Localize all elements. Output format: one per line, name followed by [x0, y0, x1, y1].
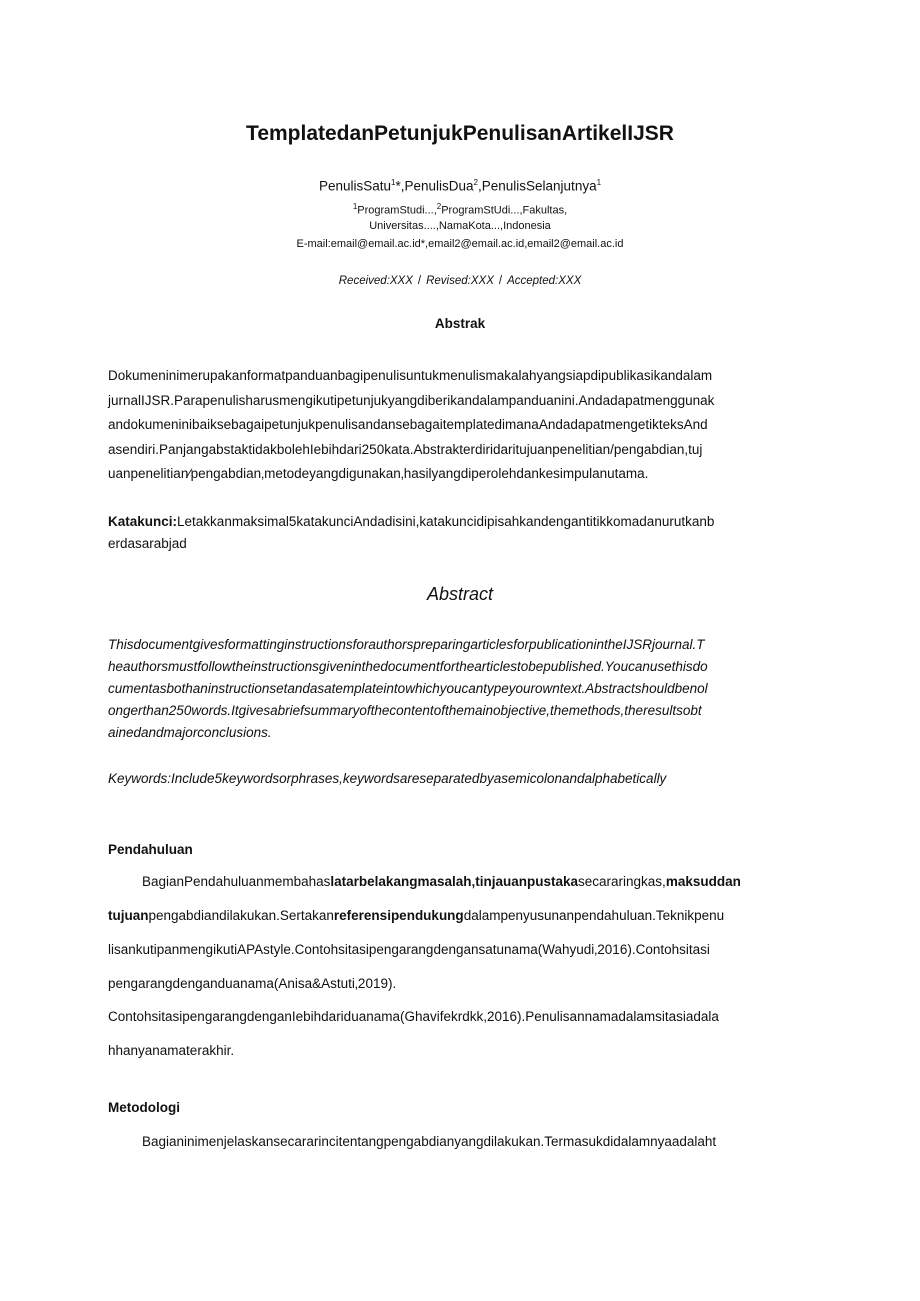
- abstrak-body: [108, 368, 818, 488]
- katakunci-line: erdasarabjad: [108, 536, 187, 551]
- abstract-keywords: Keywords:Include5keywordsorphrases,keywordsareseparatedbyasemicolonandalphabetically: [108, 771, 667, 786]
- author-separator: ,: [477, 178, 482, 194]
- pendahuluan-line: pengarangdenganduanama(Anisa&Astuti‚2019).: [108, 976, 397, 991]
- corresponding-mark: *: [395, 178, 401, 194]
- revised-date: Revised:XXX: [426, 275, 494, 287]
- affiliation-line-1: [0, 202, 920, 217]
- abstract-heading: Abstract: [426, 584, 494, 604]
- katakunci-line: [108, 514, 714, 529]
- date-separator: /: [417, 275, 422, 287]
- affil-program-2: ProgramStUdi...,Fakultas,: [441, 204, 568, 217]
- abstrak-line: uanpenelitian∕pengabdian‚metodeyangdigunakan‚hasilyangdiperolehdankesimpulanutama.: [108, 466, 649, 481]
- pendahuluan-text: dalampenyusunanpendahuluan.Teknikpenu: [463, 908, 725, 923]
- pendahuluan-line: hhanyanamaterakhir.: [108, 1043, 235, 1058]
- pendahuluan-text: secararingkas,: [578, 874, 666, 889]
- pendahuluan-bold-text: tujuan: [108, 908, 149, 923]
- abstract-line: ThisdocumentgivesformattinginstructionsforauthorspreparingarticlesforpublicationintheIJSRjournal.T: [108, 637, 705, 652]
- pendahuluan-bold-text: latarbelakangmasalah‚tinjauanpustaka: [330, 874, 579, 889]
- pendahuluan-text: pengabdiandilakukan.Sertakan: [148, 908, 334, 923]
- author-2: PenulisDua: [404, 178, 474, 194]
- abstract-line: cumentasbothaninstructionsetandasatemplateintowhichyoucantypeyourowntext.Abstractshouldbenol: [108, 681, 708, 696]
- pendahuluan-line: ContohsitasipengarangdenganIebihdariduanama(Ghavifekrdkk,2016).Penulisannamadalamsitasiadala: [108, 1009, 719, 1024]
- author-3-affil-mark: 1: [596, 178, 602, 187]
- abstrak-line: asendiri.PanjangabstaktidakbolehIebihdari250kata.Abstrakterdiridaritujuanpenelitian/pengabdian,tuj: [108, 441, 703, 457]
- abstrak-line: jurnalIJSR.Parapenulisharusmengikutipetunjukyangdiberikandalampanduanini.Andadapatmenggunak: [108, 392, 715, 408]
- accepted-date: Accepted:XXX: [507, 275, 582, 287]
- abstract-body: [108, 637, 818, 747]
- author-1: PenulisSatu: [318, 178, 391, 194]
- abstract-line: ainedandmajorconclusions.: [108, 725, 272, 740]
- abstrak-line: Dokumeninimerupakanformatpanduanbagipenulisuntukmenulismakalahyangsiapdipublikasikandalam: [108, 368, 713, 383]
- metodologi-heading: Metodologi: [108, 1100, 180, 1115]
- pendahuluan-line: [142, 874, 741, 889]
- pendahuluan-heading: Pendahuluan: [108, 842, 193, 857]
- pendahuluan-line: lisankutipanmengikutiAPAstyle.Contohsitasipengarangdengansatunama(Wahyudi‚2016).Contohsitasi: [108, 942, 710, 957]
- katakunci-label: Katakunci:: [108, 514, 178, 529]
- author-3: PenulisSelanjutnya: [481, 178, 597, 194]
- affil-mark-1: 1: [352, 202, 358, 211]
- affil-mark-2: 2: [436, 202, 442, 211]
- article-title: TemplatedanPetunjukPenulisanArtikelIJSR: [246, 122, 674, 145]
- pendahuluan-bold-text: referensipendukung: [333, 908, 464, 923]
- pendahuluan-line: [108, 908, 724, 923]
- abstrak-heading: Abstrak: [434, 316, 486, 331]
- katakunci-text: Letakkanmaksimal5katakunciAndadisini,katakuncidipisahkandengantitikkomadanurutkanb: [177, 514, 715, 529]
- pendahuluan-bold-text: maksuddan: [665, 874, 741, 889]
- abstrak-line: andokumeninibaiksebagaipetunjukpenulisandansebagaitemplatedimanaAndadapatmengetikteksAnd: [108, 417, 708, 432]
- author-separator: ,: [400, 178, 405, 194]
- affil-program-1: ProgramStudi...,: [357, 204, 437, 217]
- submission-dates: [0, 275, 920, 287]
- abstract-line: ongerthan250words.Itgivesabriefsummaryofthecontentofthemainobjective,themethods,theresultsobt: [108, 703, 702, 718]
- metodologi-line: Bagianinimenjelaskansecararincitentangpengabdianyangdilakukan.Termasukdidalamnyaadalaht: [142, 1134, 717, 1149]
- author-list: [0, 178, 920, 194]
- date-separator: /: [498, 275, 503, 287]
- abstract-line: heauthorsmustfollowtheinstructionsgiveninthedocumentforthearticlestobepublished.Youcanusethisdo: [108, 659, 708, 674]
- pendahuluan-text: BagianPendahuluanmembahas: [142, 874, 331, 889]
- email-line: E-mail:email@email.ac.id*,email2@email.ac.id,email2@email.ac.id: [296, 238, 624, 250]
- author-1-affil-mark: 1: [391, 178, 396, 187]
- author-2-affil-mark: 2: [473, 178, 478, 187]
- affiliation-line-2: Universitas....,NamaKota...,Indonesia: [369, 220, 551, 232]
- received-date: Received:XXX: [338, 275, 413, 287]
- pendahuluan-body: [108, 874, 818, 1064]
- katakunci-block: [108, 514, 818, 558]
